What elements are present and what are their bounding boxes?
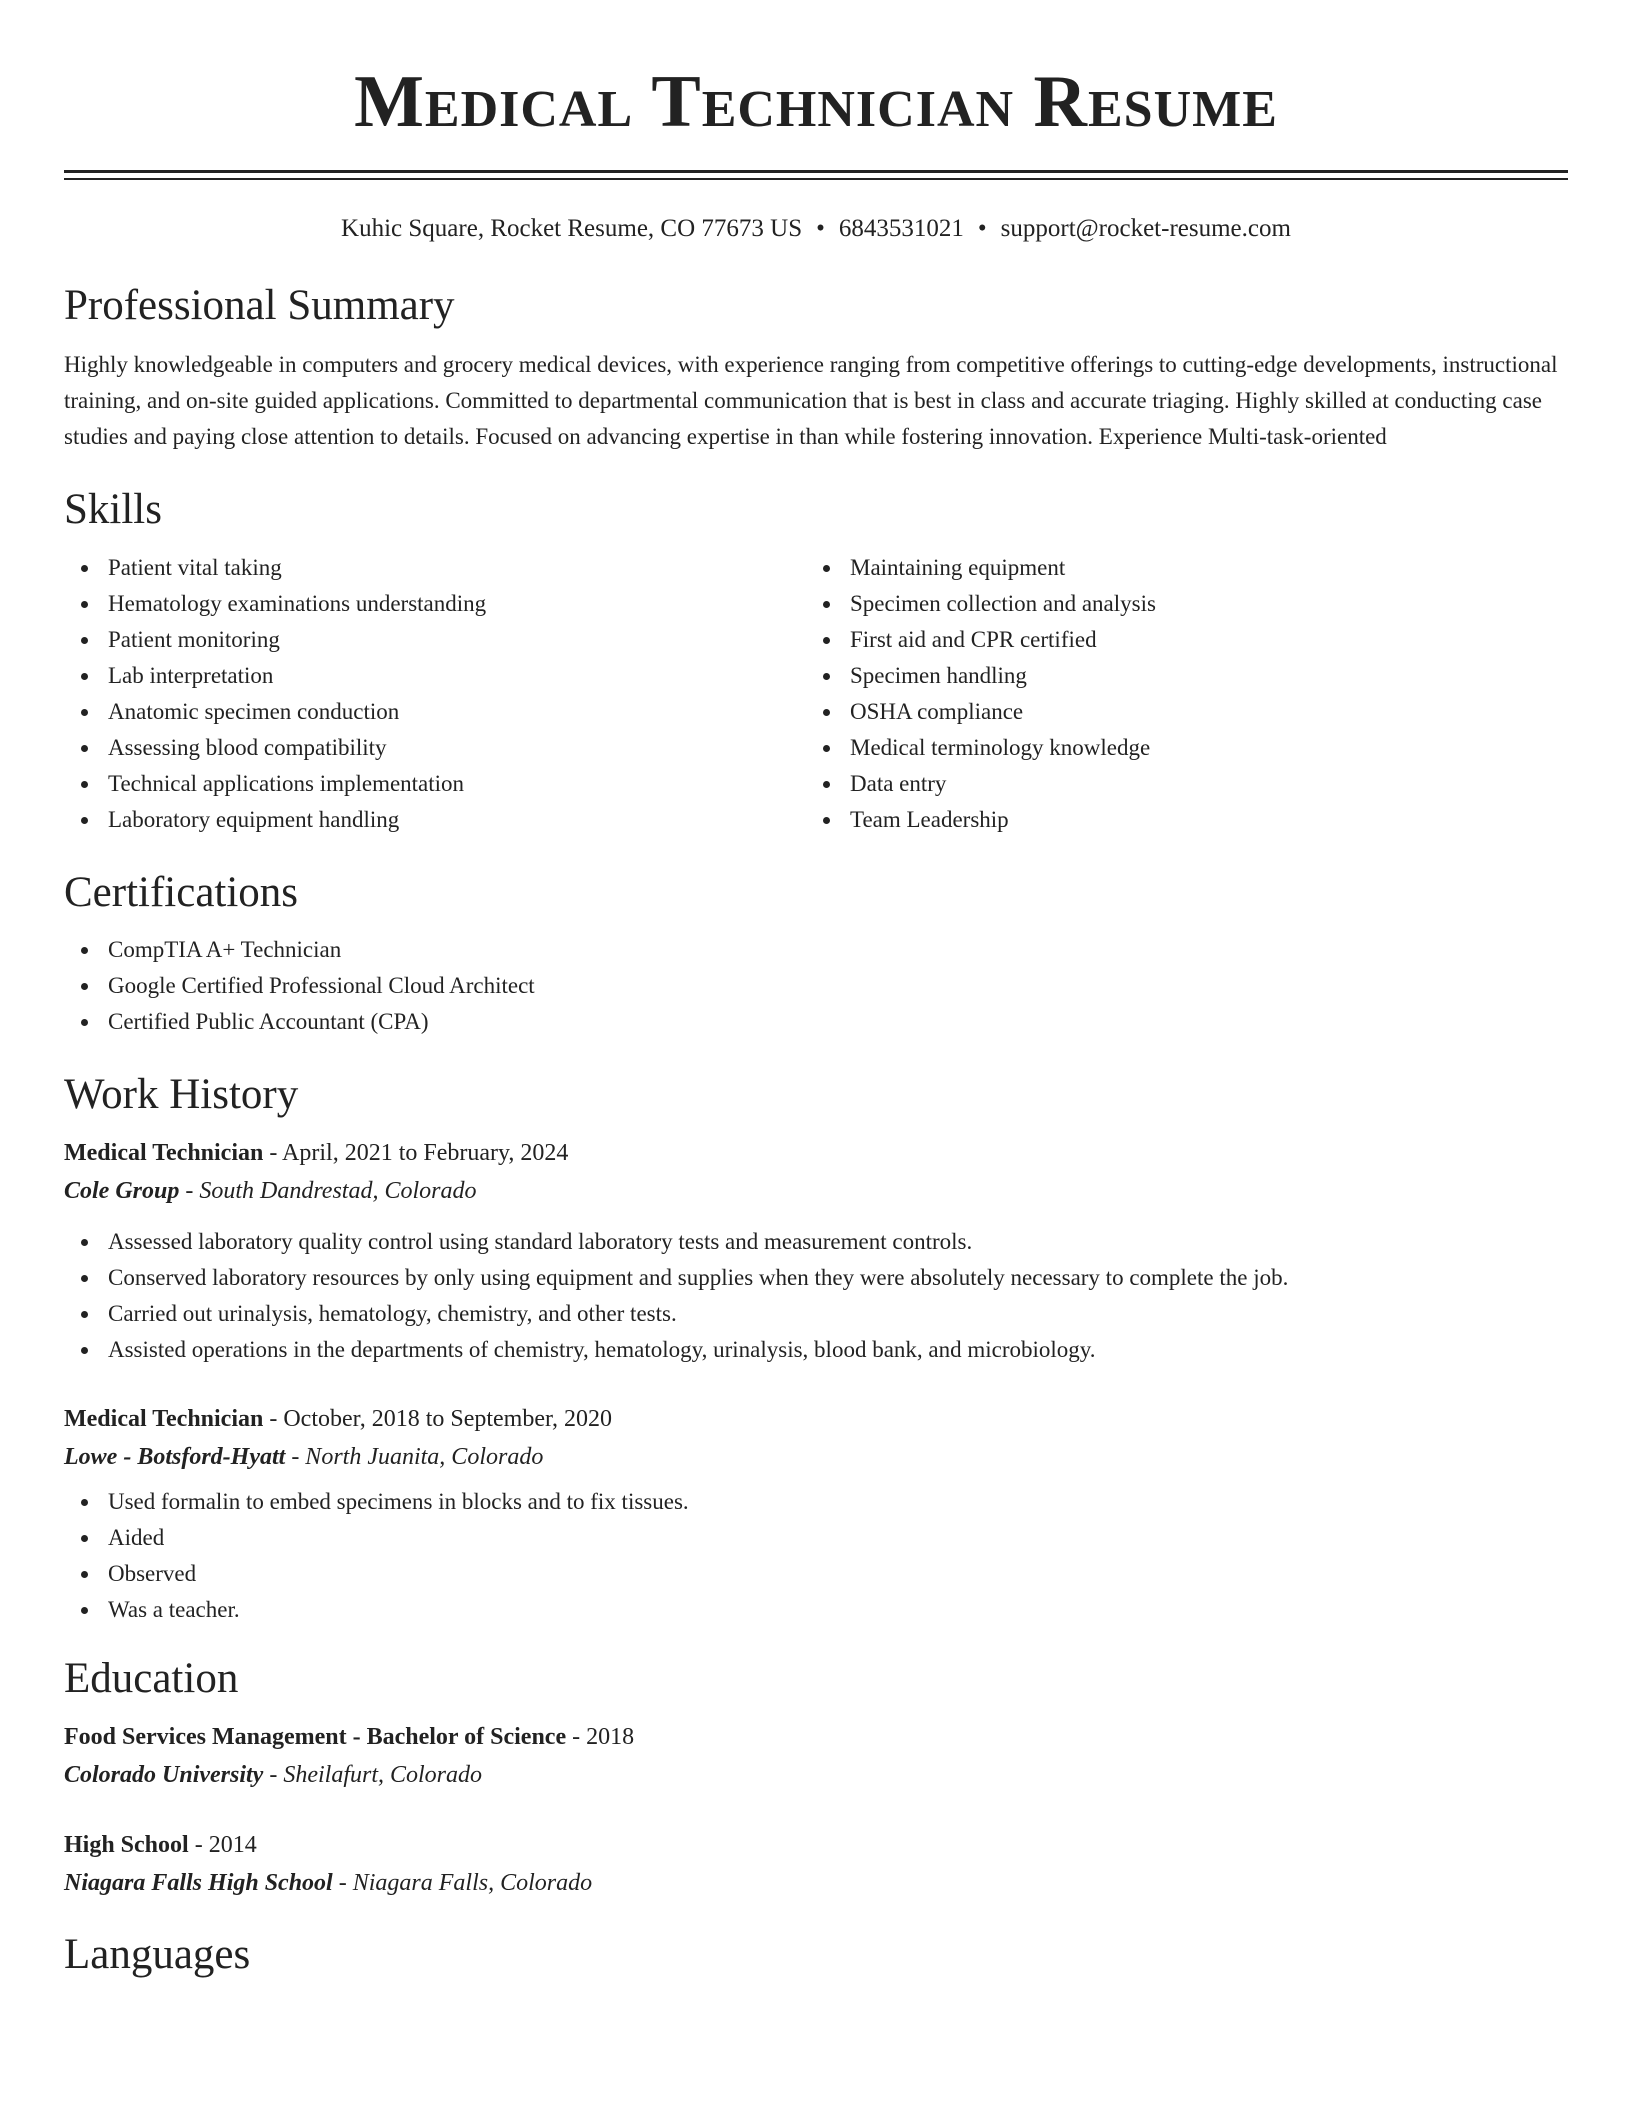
- job-title-line: [64, 1134, 1568, 1172]
- skill-item: Technical applications implementation: [64, 766, 806, 802]
- job-duties-list: [64, 1484, 1568, 1628]
- job-location: - South Dandrestad, Colorado: [179, 1178, 477, 1204]
- contact-separator: •: [816, 215, 825, 242]
- contact-separator: •: [977, 215, 987, 242]
- skill-item: Assessing blood compatibility: [64, 730, 806, 766]
- job-duty: Carried out urinalysis, hematology, chemistry, and other tests.: [64, 1296, 1568, 1332]
- job-duty: Used formalin to embed specimens in blocks and to fix tissues.: [64, 1484, 1568, 1520]
- education-degree-line: [64, 1718, 1568, 1756]
- education-year: - 2014: [188, 1832, 257, 1858]
- education-school: Niagara Falls High School: [64, 1870, 333, 1896]
- education-entry: [64, 1718, 1568, 1794]
- job-duty: Aided: [64, 1520, 1568, 1556]
- job-title: Medical Technician: [64, 1140, 264, 1166]
- skill-item: Specimen collection and analysis: [806, 586, 1156, 622]
- summary-heading: Professional Summary: [64, 282, 455, 329]
- skills-list-right: [806, 550, 1156, 838]
- certifications-list: [64, 932, 1568, 1040]
- skill-item: Patient monitoring: [64, 622, 806, 658]
- contact-phone: 6843531021: [838, 215, 964, 242]
- skills-heading: Skills: [64, 486, 162, 533]
- certification-item: CompTIA A+ Technician: [64, 932, 1568, 968]
- contact-email: support@rocket-resume.com: [1000, 215, 1291, 242]
- skill-item: Maintaining equipment: [806, 550, 1156, 586]
- skill-item: OSHA compliance: [806, 694, 1156, 730]
- contact-line: [64, 214, 1568, 244]
- certifications-heading: Certifications: [64, 869, 299, 916]
- skill-item: Laboratory equipment handling: [64, 802, 806, 838]
- education-school-line: [64, 1864, 1568, 1902]
- education-entry: [64, 1826, 1568, 1902]
- job-duty: Was a teacher.: [64, 1592, 1568, 1628]
- job-duty: Conserved laboratory resources by only using equipment and supplies when they were absolutely necessary to complete the job.: [64, 1260, 1568, 1296]
- resume-title: Medical Technician Resume: [354, 61, 1278, 143]
- summary-text: Highly knowledgeable in computers and grocery medical devices, with experience ranging from competitive offerings to cutting-edge developments, instructional training, and on-site guided applications. Committed to departmental communication that is best in class and accurate triaging. Highly skilled at conducting case studies and paying close attention to details. Focused on advancing expertise in than while fostering innovation. Experience Multi-task-oriented: [64, 352, 1558, 449]
- job-company-line: [64, 1172, 1568, 1210]
- job-duties-list: [64, 1224, 1568, 1368]
- job-duty: Assisted operations in the departments of chemistry, hematology, urinalysis, blood bank, and microbiology.: [64, 1332, 1568, 1368]
- job-location: - North Juanita, Colorado: [285, 1444, 544, 1470]
- skill-item: Medical terminology knowledge: [806, 730, 1156, 766]
- job-entry: [64, 1400, 1568, 1628]
- certification-item: Google Certified Professional Cloud Architect: [64, 968, 1568, 1004]
- job-dates: - April, 2021 to February, 2024: [263, 1140, 569, 1166]
- work-history-heading: Work History: [64, 1071, 299, 1118]
- skill-item: Lab interpretation: [64, 658, 806, 694]
- contact-address: Kuhic Square, Rocket Resume, CO 77673 US: [341, 215, 803, 242]
- education-school-line: [64, 1756, 1568, 1794]
- languages-heading: Languages: [64, 1931, 251, 1978]
- skills-columns: [64, 550, 1568, 838]
- skill-item: Data entry: [806, 766, 1156, 802]
- education-location: - Sheilafurt, Colorado: [263, 1762, 483, 1788]
- job-company: Cole Group: [64, 1178, 180, 1204]
- education-heading: Education: [64, 1655, 239, 1702]
- job-company-line: [64, 1438, 1568, 1476]
- title-divider-thin: [64, 178, 1568, 180]
- job-duty: Assessed laboratory quality control using standard laboratory tests and measurement controls.: [64, 1224, 1568, 1260]
- education-degree: Food Services Management - Bachelor of Science: [64, 1724, 567, 1750]
- job-duty: Observed: [64, 1556, 1568, 1592]
- skill-item: Patient vital taking: [64, 550, 806, 586]
- skill-item: Anatomic specimen conduction: [64, 694, 806, 730]
- skills-list-left: [64, 550, 806, 838]
- job-entry: [64, 1134, 1568, 1368]
- skill-item: First aid and CPR certified: [806, 622, 1156, 658]
- education-degree-line: [64, 1826, 1568, 1864]
- skill-item: Team Leadership: [806, 802, 1156, 838]
- education-year: - 2018: [566, 1724, 635, 1750]
- certification-item: Certified Public Accountant (CPA): [64, 1004, 1568, 1040]
- title-divider-thick: [64, 170, 1568, 173]
- skill-item: Hematology examinations understanding: [64, 586, 806, 622]
- job-company: Lowe - Botsford-Hyatt: [64, 1444, 286, 1470]
- education-degree: High School: [64, 1832, 189, 1858]
- job-title-line: [64, 1400, 1568, 1438]
- skill-item: Specimen handling: [806, 658, 1156, 694]
- education-school: Colorado University: [64, 1762, 264, 1788]
- job-title: Medical Technician: [64, 1406, 264, 1432]
- education-location: - Niagara Falls, Colorado: [332, 1870, 593, 1896]
- job-dates: - October, 2018 to September, 2020: [263, 1406, 613, 1432]
